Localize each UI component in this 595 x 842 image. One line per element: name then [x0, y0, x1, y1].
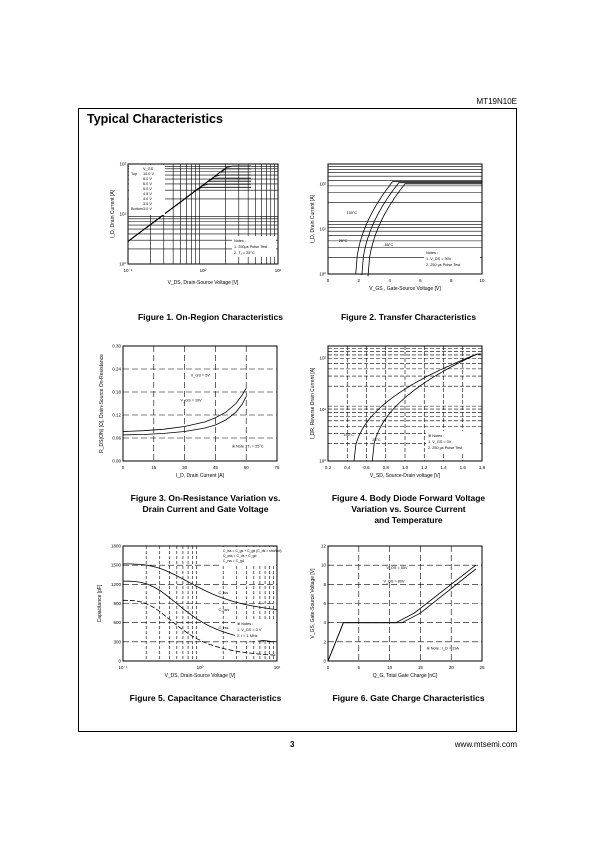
y-tick-label: 300 [113, 639, 121, 645]
figure-4-caption [306, 493, 511, 526]
figure-1-caption-line: Figure 1. On-Region Characteristics [137, 312, 283, 322]
x-axis-label: V_SD, Source-Drain voltage [V] [369, 473, 441, 479]
y-tick-label: 10² [119, 161, 126, 167]
y-tick-label: 0.06 [112, 435, 121, 441]
figure-3-caption [103, 493, 308, 515]
curve-label: -55°C [383, 243, 394, 247]
x-tick-label: 0.6 [363, 465, 370, 470]
x-tick-label: 20 [448, 665, 454, 670]
formula-text: C_rss = C_gd [223, 559, 244, 563]
x-tick-label: 0.4 [344, 465, 351, 470]
figure-3-caption-line-1: Figure 3. On-Resistance Variation vs. [130, 493, 281, 503]
figure-5-chart [89, 540, 289, 682]
x-tick-label: 1.4 [440, 465, 447, 470]
legend-entry: 3.0 V [143, 207, 152, 211]
y-tick-label: 600 [113, 620, 121, 626]
notes-text: 1. V_DS = 30V [426, 257, 452, 261]
part-number: MT19N10E [476, 97, 517, 106]
notes-text: Notes : [426, 251, 439, 255]
x-tick-label: 1.0 [401, 465, 409, 470]
note-text: ※ Note : T₁ = 25°C [231, 444, 264, 449]
figure-4-caption-line-3: and Temperature [374, 515, 443, 525]
figure-3-caption-line-2: Drain Current and Gate Voltage [142, 504, 269, 514]
x-tick-label: 15 [417, 665, 423, 670]
y-tick-label: 0.00 [112, 458, 121, 464]
y-tick-label: 10¹ [319, 407, 326, 412]
x-tick-label: 6 [419, 278, 422, 283]
x-axis-label: V_DS, Drain-Source Voltage [V] [164, 673, 236, 679]
y-tick-label: 10⁰ [319, 458, 326, 464]
curve-label: C_iss [218, 590, 228, 595]
x-tick-label: 15 [151, 465, 157, 470]
y-tick-label: 12 [320, 543, 326, 549]
y-tick-label: 10 [320, 562, 326, 568]
x-tick-label: 10⁻¹ [118, 665, 128, 670]
curve-label: V_GS = 5V [190, 373, 210, 378]
x-tick-label: 25 [479, 665, 485, 670]
figure-6-caption-line: Figure 6. Gate Charge Characteristics [332, 693, 485, 703]
y-tick-label: 10¹ [319, 226, 326, 232]
notes-text: 2. 250 μs Pulse Test [426, 263, 461, 267]
figure-1-chart [108, 158, 290, 300]
x-tick-label: 10 [387, 665, 393, 670]
notes-text: ※ Notes : [237, 622, 254, 626]
x-tick-label: 0 [326, 278, 330, 283]
y-axis-label: I_D, Drain Current [A] [110, 189, 116, 239]
curve-label: 25°C [372, 438, 381, 442]
y-tick-label: 1800 [110, 543, 121, 549]
notes-text: 2. T₁ = 25°C [234, 251, 255, 255]
legend-header: V_GS [143, 167, 154, 171]
figure-4-chart [304, 340, 494, 482]
x-tick-label: 5 [357, 665, 361, 670]
formula-text: C_iss = C_gs + C_gd (C_ds = shorted) [223, 549, 282, 553]
x-tick-label: 10⁰ [196, 665, 204, 670]
x-axis-label: Q_G, Total Gate Charge [nC] [372, 673, 438, 679]
page-number: 3 [290, 740, 295, 749]
figure-5-caption [103, 693, 308, 704]
legend-top-label: Top [131, 172, 138, 176]
legend-entry: 4.5 V [143, 192, 152, 196]
x-tick-label: 30 [182, 465, 188, 470]
legend-entry: 4.0 V [143, 197, 152, 201]
legend-entry: 5.0 V [143, 187, 152, 191]
curve-label: 25°C [338, 239, 348, 243]
y-axis-label: I_DR, Reverse Drain Current [A] [310, 367, 316, 440]
curve-label: 150°C [346, 211, 358, 215]
figure-3-chart [89, 340, 289, 482]
figure-4-caption-line-1: Figure 4. Body Diode Forward Voltage [331, 493, 486, 503]
y-tick-label: 2 [323, 639, 326, 645]
figure-2-chart [304, 158, 494, 300]
y-tick-label: 0 [323, 658, 326, 664]
formula-text: C_oss = C_ds + C_gd [223, 554, 257, 558]
y-tick-label: 10² [319, 181, 326, 187]
x-tick-label: 45 [212, 465, 218, 470]
y-tick-label: 4 [323, 620, 326, 626]
x-tick-label: 10 [479, 278, 485, 283]
x-tick-label: 1.8 [478, 465, 486, 470]
legend-bottom-label: Bottom [131, 207, 144, 211]
notes-text: 2. 250 μs Pulse Test [428, 446, 463, 450]
y-tick-label: 1500 [110, 562, 121, 568]
y-axis-label: Capacitance [pF] [97, 584, 103, 623]
x-tick-label: 10¹ [274, 268, 282, 273]
notes-text: 2. f = 1 MHz [237, 634, 258, 638]
legend-entry: 6.0 V [143, 182, 152, 186]
y-tick-label: 0 [118, 658, 121, 664]
y-tick-label: 1200 [110, 581, 121, 587]
x-tick-label: 10¹ [273, 665, 281, 670]
note-text: ※ Note : I_D = 19A [426, 646, 459, 651]
y-tick-label: 0.18 [112, 389, 121, 395]
figure-1-caption [108, 312, 313, 323]
curve-label: V_DS = 80V [383, 579, 405, 584]
x-tick-label: 75 [274, 465, 280, 470]
y-tick-label: 0.30 [112, 343, 121, 349]
notes-text: 1. V_GS = 0V [428, 440, 452, 444]
legend-entry: 10.0 V [143, 172, 154, 176]
x-axis-label: V_GS , Gate-Source Voltage [V] [369, 286, 441, 292]
y-tick-label: 10¹ [119, 211, 126, 217]
curve-label: V_DS = 50V [386, 566, 408, 570]
y-tick-label: 10⁰ [319, 271, 326, 277]
figure-2-caption [306, 312, 511, 323]
x-tick-label: 1.2 [421, 465, 428, 470]
x-tick-label: 0.8 [382, 465, 389, 470]
figure-5-caption-line: Figure 5. Capacitance Characteristics [129, 693, 282, 703]
curve-label: V_GS = 10V [180, 398, 202, 403]
x-axis-label: V_DS, Drain-Source Voltage [V] [167, 280, 239, 286]
notes-text: Notes : [234, 239, 247, 243]
x-tick-label: 4 [388, 278, 391, 283]
y-tick-label: 0.12 [112, 412, 121, 418]
notes-text: 1. 250μs Pulse Test [234, 245, 268, 249]
notes-text: 1. V_GS = 0 V [237, 628, 262, 632]
curve-label: C_rss [218, 626, 229, 631]
y-axis-label: I_D, Drain Current [A] [310, 194, 316, 244]
x-tick-label: 1.6 [459, 465, 466, 470]
curve-label: 150°C [343, 433, 355, 437]
curve-label: C_oss [218, 608, 230, 613]
notes-text: ※ Notes : [428, 434, 445, 438]
x-tick-label: 2 [357, 278, 361, 283]
y-axis-label: R_DS(ON) [Ω], Drain-Source On-Resistance [99, 354, 105, 453]
x-tick-label: 60 [243, 465, 249, 470]
figure-4-caption-line-2: Variation vs. Source Current [351, 504, 466, 514]
x-tick-label: 8 [449, 278, 453, 283]
figure-2-caption-line: Figure 2. Transfer Characteristics [340, 312, 477, 322]
x-tick-label: 0 [326, 665, 330, 670]
x-tick-label: 0.2 [324, 465, 332, 470]
y-tick-label: 8 [323, 581, 326, 587]
legend-entry: 8.0 V [143, 177, 152, 181]
figure-6-caption [306, 693, 511, 704]
y-tick-label: 0.24 [112, 366, 121, 372]
section-title: Typical Characteristics [87, 112, 223, 126]
x-axis-label: I_D, Drain Current [A] [175, 473, 225, 479]
y-axis-label: V_GS, Gate-Source Voltage [V] [310, 568, 316, 639]
x-tick-label: 0 [121, 465, 125, 470]
x-tick-label: 10⁰ [199, 268, 207, 273]
legend-entry: 3.5 V [143, 202, 152, 206]
x-tick-label: 10⁻¹ [123, 268, 133, 273]
footer-url: www.mtsemi.com [454, 740, 517, 749]
figure-6-chart [304, 540, 494, 682]
y-tick-label: 10² [319, 355, 326, 361]
y-tick-label: 10⁰ [119, 261, 126, 267]
y-tick-label: 6 [323, 601, 326, 606]
y-tick-label: 900 [113, 601, 121, 606]
